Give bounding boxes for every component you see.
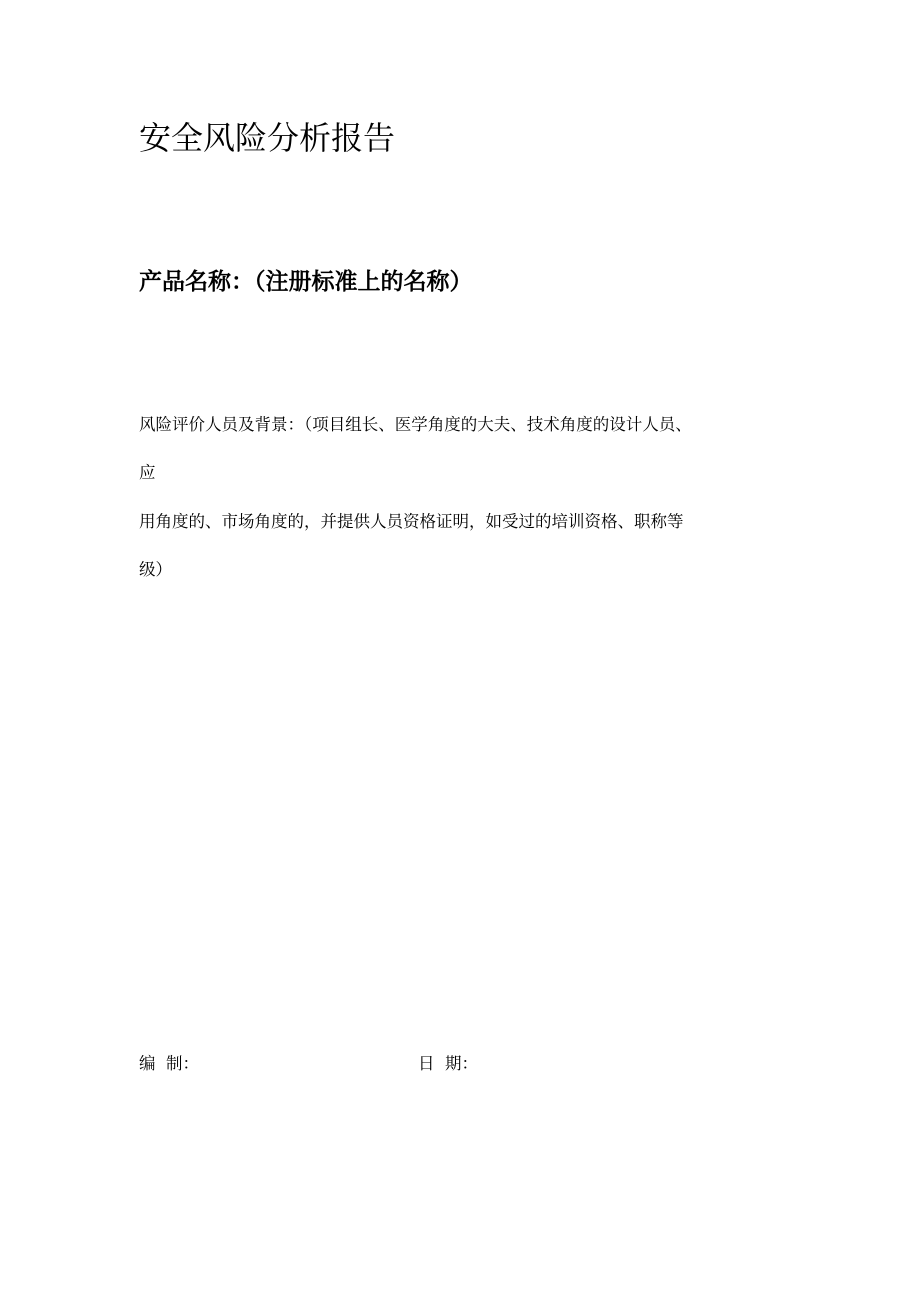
document-title: 安全风险分析报告: [139, 119, 396, 157]
evaluator-line-1: 风险评价人员及背景：（项目组长、医学角度的大夫、技术角度的设计人员、: [139, 415, 692, 434]
evaluator-line-2: 应: [139, 463, 156, 482]
product-name-line: 产品名称：（注册标准上的名称）: [139, 269, 473, 295]
compiler-label: 编 制：: [139, 1054, 199, 1073]
date-label: 日 期：: [418, 1054, 478, 1073]
evaluator-line-3: 用角度的、市场角度的，并提供人员资格证明，如受过的培训资格、职称等: [139, 512, 684, 531]
evaluator-line-4: 级）: [139, 560, 172, 579]
